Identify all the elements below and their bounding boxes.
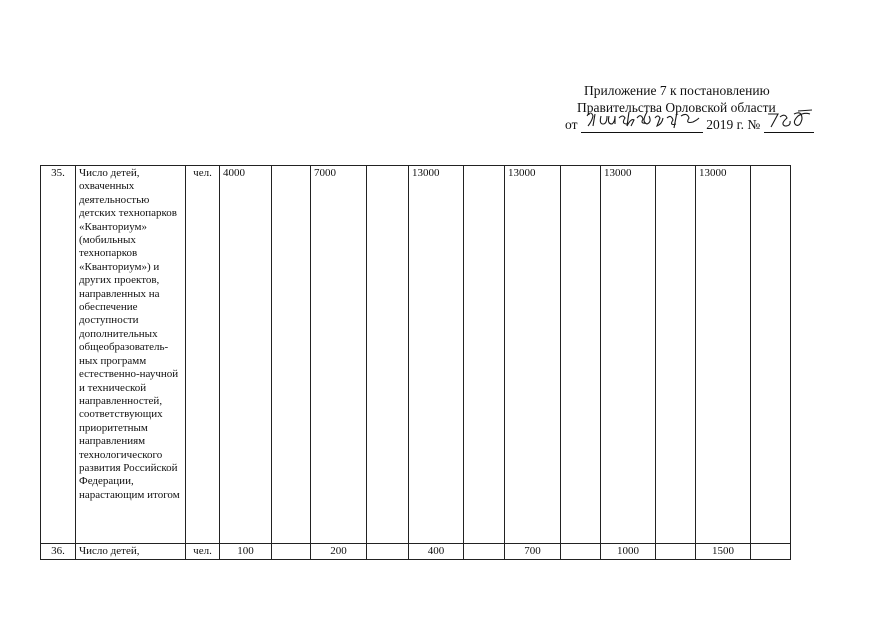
- date-prefix: от: [565, 117, 578, 132]
- year-number-label: 2019 г. №: [706, 117, 761, 132]
- value-cell: 700: [505, 544, 561, 560]
- indicator-name: Число детей,: [76, 544, 186, 560]
- value-cell: 100: [220, 544, 272, 560]
- value-cell: [751, 166, 791, 544]
- row-number: 35.: [41, 166, 76, 544]
- value-cell: 13000: [696, 166, 751, 544]
- unit-cell: чел.: [186, 544, 220, 560]
- handwritten-number: [764, 116, 814, 133]
- value-cell: [272, 544, 311, 560]
- value-cell: [464, 166, 505, 544]
- value-cell: 13000: [409, 166, 464, 544]
- value-cell: 1500: [696, 544, 751, 560]
- row-number: 36.: [41, 544, 76, 560]
- value-cell: [656, 544, 696, 560]
- table-row: [41, 166, 791, 544]
- handwritten-date: [581, 116, 703, 133]
- value-cell: 4000: [220, 166, 272, 544]
- indicators-table: [40, 165, 791, 560]
- value-cell: [561, 166, 601, 544]
- indicator-name: Число детей, охваченных деятельностью детских технопарков «Кванториум» (мобильных технопарков «Кванториум») и других проектов, направленных на обеспечение доступности дополнительных общеобразователь-ных программ естественно-научной и технической направленностей, соответствующих приоритетным направлениям технологического развития Российской Федерации, нарастающим итогом: [76, 166, 186, 544]
- value-cell: [656, 166, 696, 544]
- resolution-date-line: [565, 116, 814, 133]
- value-cell: 13000: [505, 166, 561, 544]
- value-cell: [367, 544, 409, 560]
- value-cell: 200: [311, 544, 367, 560]
- value-cell: [751, 544, 791, 560]
- handwritten-number-scribble: [764, 109, 814, 129]
- value-cell: 400: [409, 544, 464, 560]
- value-cell: [561, 544, 601, 560]
- value-cell: [272, 166, 311, 544]
- handwritten-date-scribble: [583, 108, 701, 130]
- unit-cell: чел.: [186, 166, 220, 544]
- value-cell: [464, 544, 505, 560]
- table-row: [41, 544, 791, 560]
- value-cell: 1000: [601, 544, 656, 560]
- appendix-title: Приложение 7 к постановлению: [584, 83, 770, 98]
- value-cell: [367, 166, 409, 544]
- government-name: Правительства Орловской области: [577, 100, 776, 115]
- value-cell: 13000: [601, 166, 656, 544]
- value-cell: 7000: [311, 166, 367, 544]
